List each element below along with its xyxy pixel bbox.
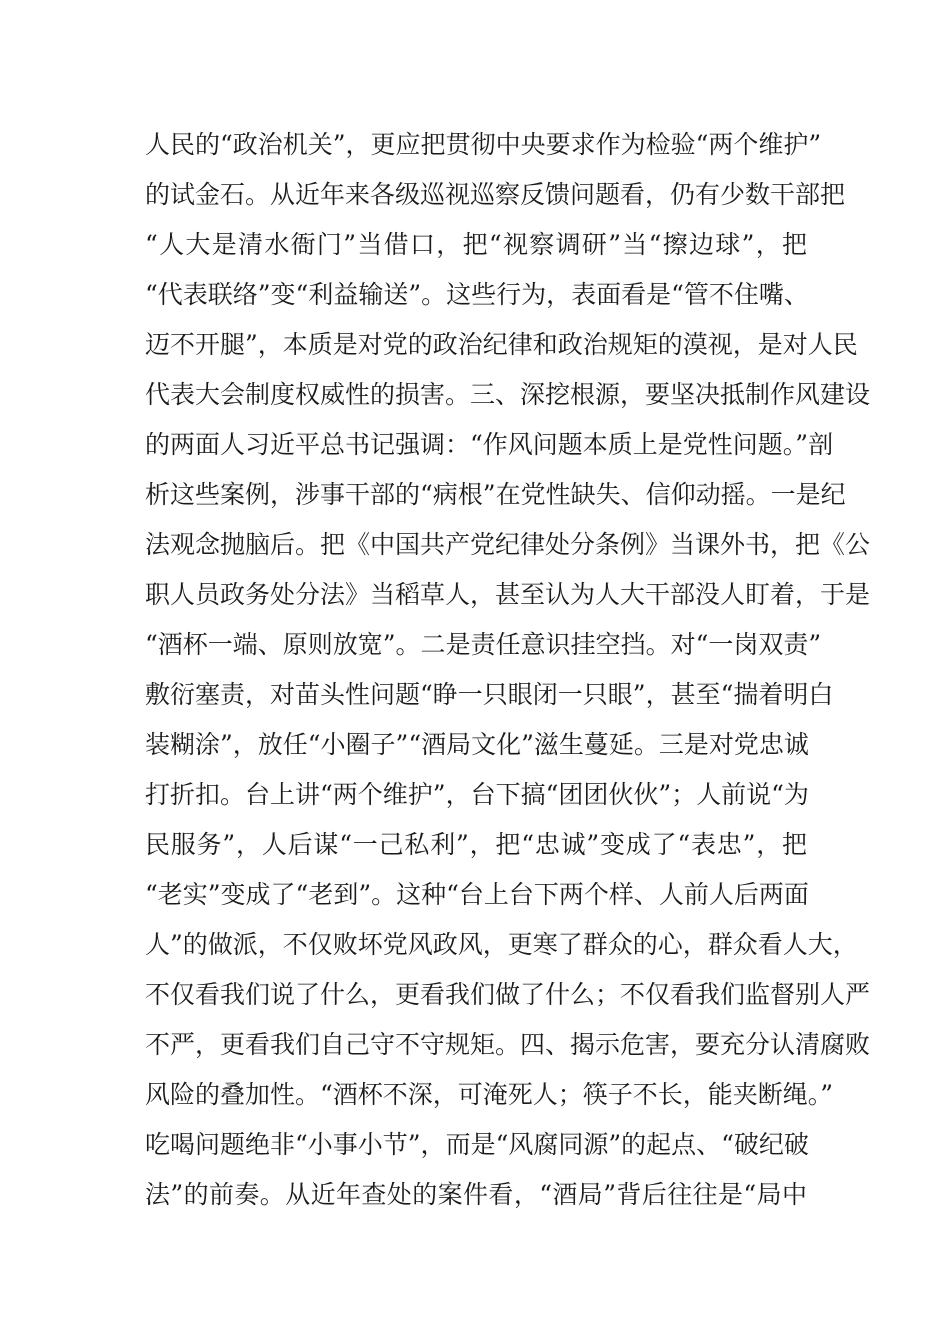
text-line: 人民的“政治机关”，更应把贯彻中央要求作为检验“两个维护” <box>145 130 822 159</box>
text-line: 析这些案例，涉事干部的“病根”在党性缺失、信仰动摇。一是纪 <box>145 480 846 509</box>
text-line: 法观念抛脑后。把《中国共产党纪律处分条例》当课外书，把《公 <box>145 530 871 559</box>
text-line: 的两面人习近平总书记强调：“作风问题本质上是党性问题。”剖 <box>145 430 834 459</box>
body-text <box>145 126 871 1226</box>
text-line: 职人员政务处分法》当稻草人，甚至认为人大干部没人盯着，于是 <box>145 580 871 609</box>
text-line: 敷衍塞责，对苗头性问题“睁一只眼闭一只眼”，甚至“揣着明白 <box>145 680 834 709</box>
text-line: 法”的前奏。从近年查处的案件看，“酒局”背后往往是“局中 <box>145 1180 807 1209</box>
text-line: “代表联络”变“利益输送”。这些行为，表面看是“管不住嘴、 <box>145 280 809 309</box>
text-line: 不严，更看我们自己守不守规矩。四、揭示危害，要充分认清腐败 <box>145 1030 871 1059</box>
text-line: “人大是清水衙门”当借口，把“视察调研”当“擦边球”，把 <box>145 230 807 259</box>
text-line: 迈不开腿”，本质是对党的政治纪律和政治规矩的漠视，是对人民 <box>145 330 858 359</box>
text-line: 打折扣。台上讲“两个维护”，台下搞“团团伙伙”；人前说“为 <box>145 780 809 809</box>
text-line: “老实”变成了“老到”。这种“台上台下两个样、人前人后两面 <box>145 880 809 909</box>
text-line: 人”的做派，不仅败坏党风政风，更寒了群众的心，群众看人大， <box>145 930 858 959</box>
text-line: 装糊涂”，放任“小圈子”“酒局文化”滋生蔓延。三是对党忠诚 <box>145 730 809 759</box>
text-line: 的试金石。从近年来各级巡视巡察反馈问题看，仍有少数干部把 <box>145 180 846 209</box>
text-line: 代表大会制度权威性的损害。三、深挖根源，要坚决抵制作风建设 <box>145 380 871 409</box>
text-line: 民服务”，人后谋“一己私利”，把“忠诚”变成了“表忠”，把 <box>145 830 807 859</box>
text-line: 吃喝问题绝非“小事小节”，而是“风腐同源”的起点、“破纪破 <box>145 1130 809 1159</box>
text-line: 不仅看我们说了什么，更看我们做了什么；不仅看我们监督别人严 <box>145 980 871 1009</box>
text-line: “酒杯一端、原则放宽”。二是责任意识挂空挡。对“一岗双责” <box>145 630 822 659</box>
text-line: 风险的叠加性。“酒杯不深，可淹死人；筷子不长，能夹断绳。” <box>145 1080 834 1109</box>
